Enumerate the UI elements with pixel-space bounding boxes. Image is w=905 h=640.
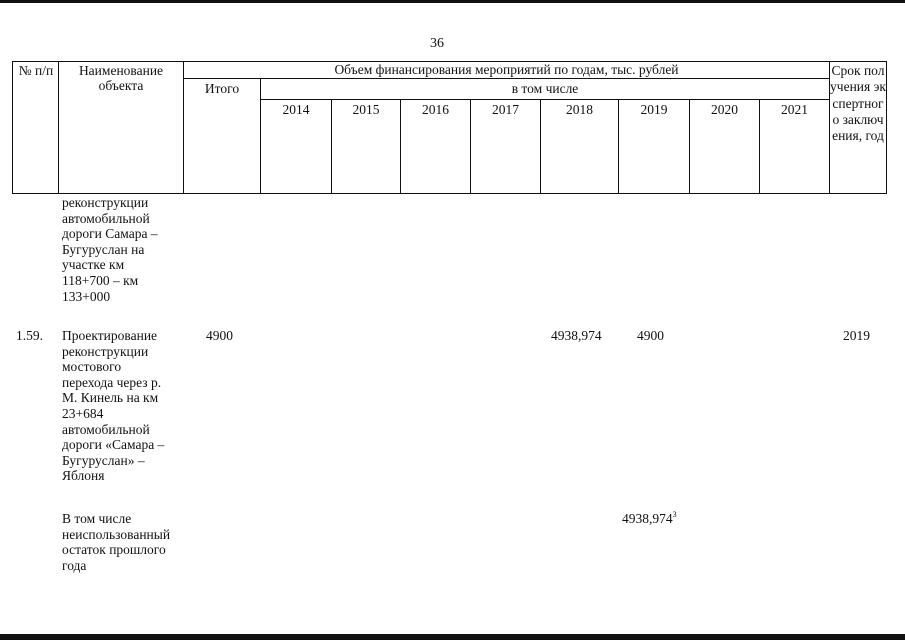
sub-row-value: 4938,974	[622, 511, 673, 526]
header-year: 2020	[711, 102, 738, 117]
header-financing-title: Объем финансирования мероприятий по годам, тыс. рублей	[334, 62, 679, 77]
header-year: 2014	[282, 102, 310, 117]
header-including: в том числе	[511, 81, 579, 96]
header-year: 2017	[492, 102, 519, 117]
page-number: 36	[430, 36, 444, 51]
footnote-mark: 3	[672, 510, 677, 519]
header-year: 2018	[566, 102, 593, 117]
row-total: 4900	[206, 328, 233, 343]
header-year: 2019	[640, 102, 668, 117]
header-col-number: № п/п	[18, 63, 54, 78]
sub-row-name: В том числе неиспользованный остаток прошлого года	[62, 511, 171, 573]
row-deadline: 2019	[843, 328, 870, 343]
header-col-name: Наименование объекта	[78, 63, 164, 93]
header-year: 2015	[352, 102, 380, 117]
row-value-2018: 4938,974	[551, 328, 602, 343]
continuation-text: реконструкции автомобильной дороги Самара – Бугуруслан на участке км 118+700 – км 133+000	[62, 195, 158, 304]
sub-row-value-2019	[622, 511, 677, 526]
row-name: Проектирование реконструкции мостового перехода через р. М. Кинель на км 23+684 автомобильной дороги «Самара – Бугуруслан» – Яблоня	[62, 328, 165, 484]
header-col-total: Итого	[204, 81, 240, 96]
header-col-deadline: Срок получения экспертного заключения, год	[830, 63, 886, 144]
scan-edge-bottom	[0, 634, 905, 640]
header-year: 2016	[422, 102, 449, 117]
header-year: 2021	[781, 102, 808, 117]
row-number: 1.59.	[16, 328, 43, 343]
scan-edge-top	[0, 0, 905, 3]
row-value-2019: 4900	[637, 328, 664, 343]
